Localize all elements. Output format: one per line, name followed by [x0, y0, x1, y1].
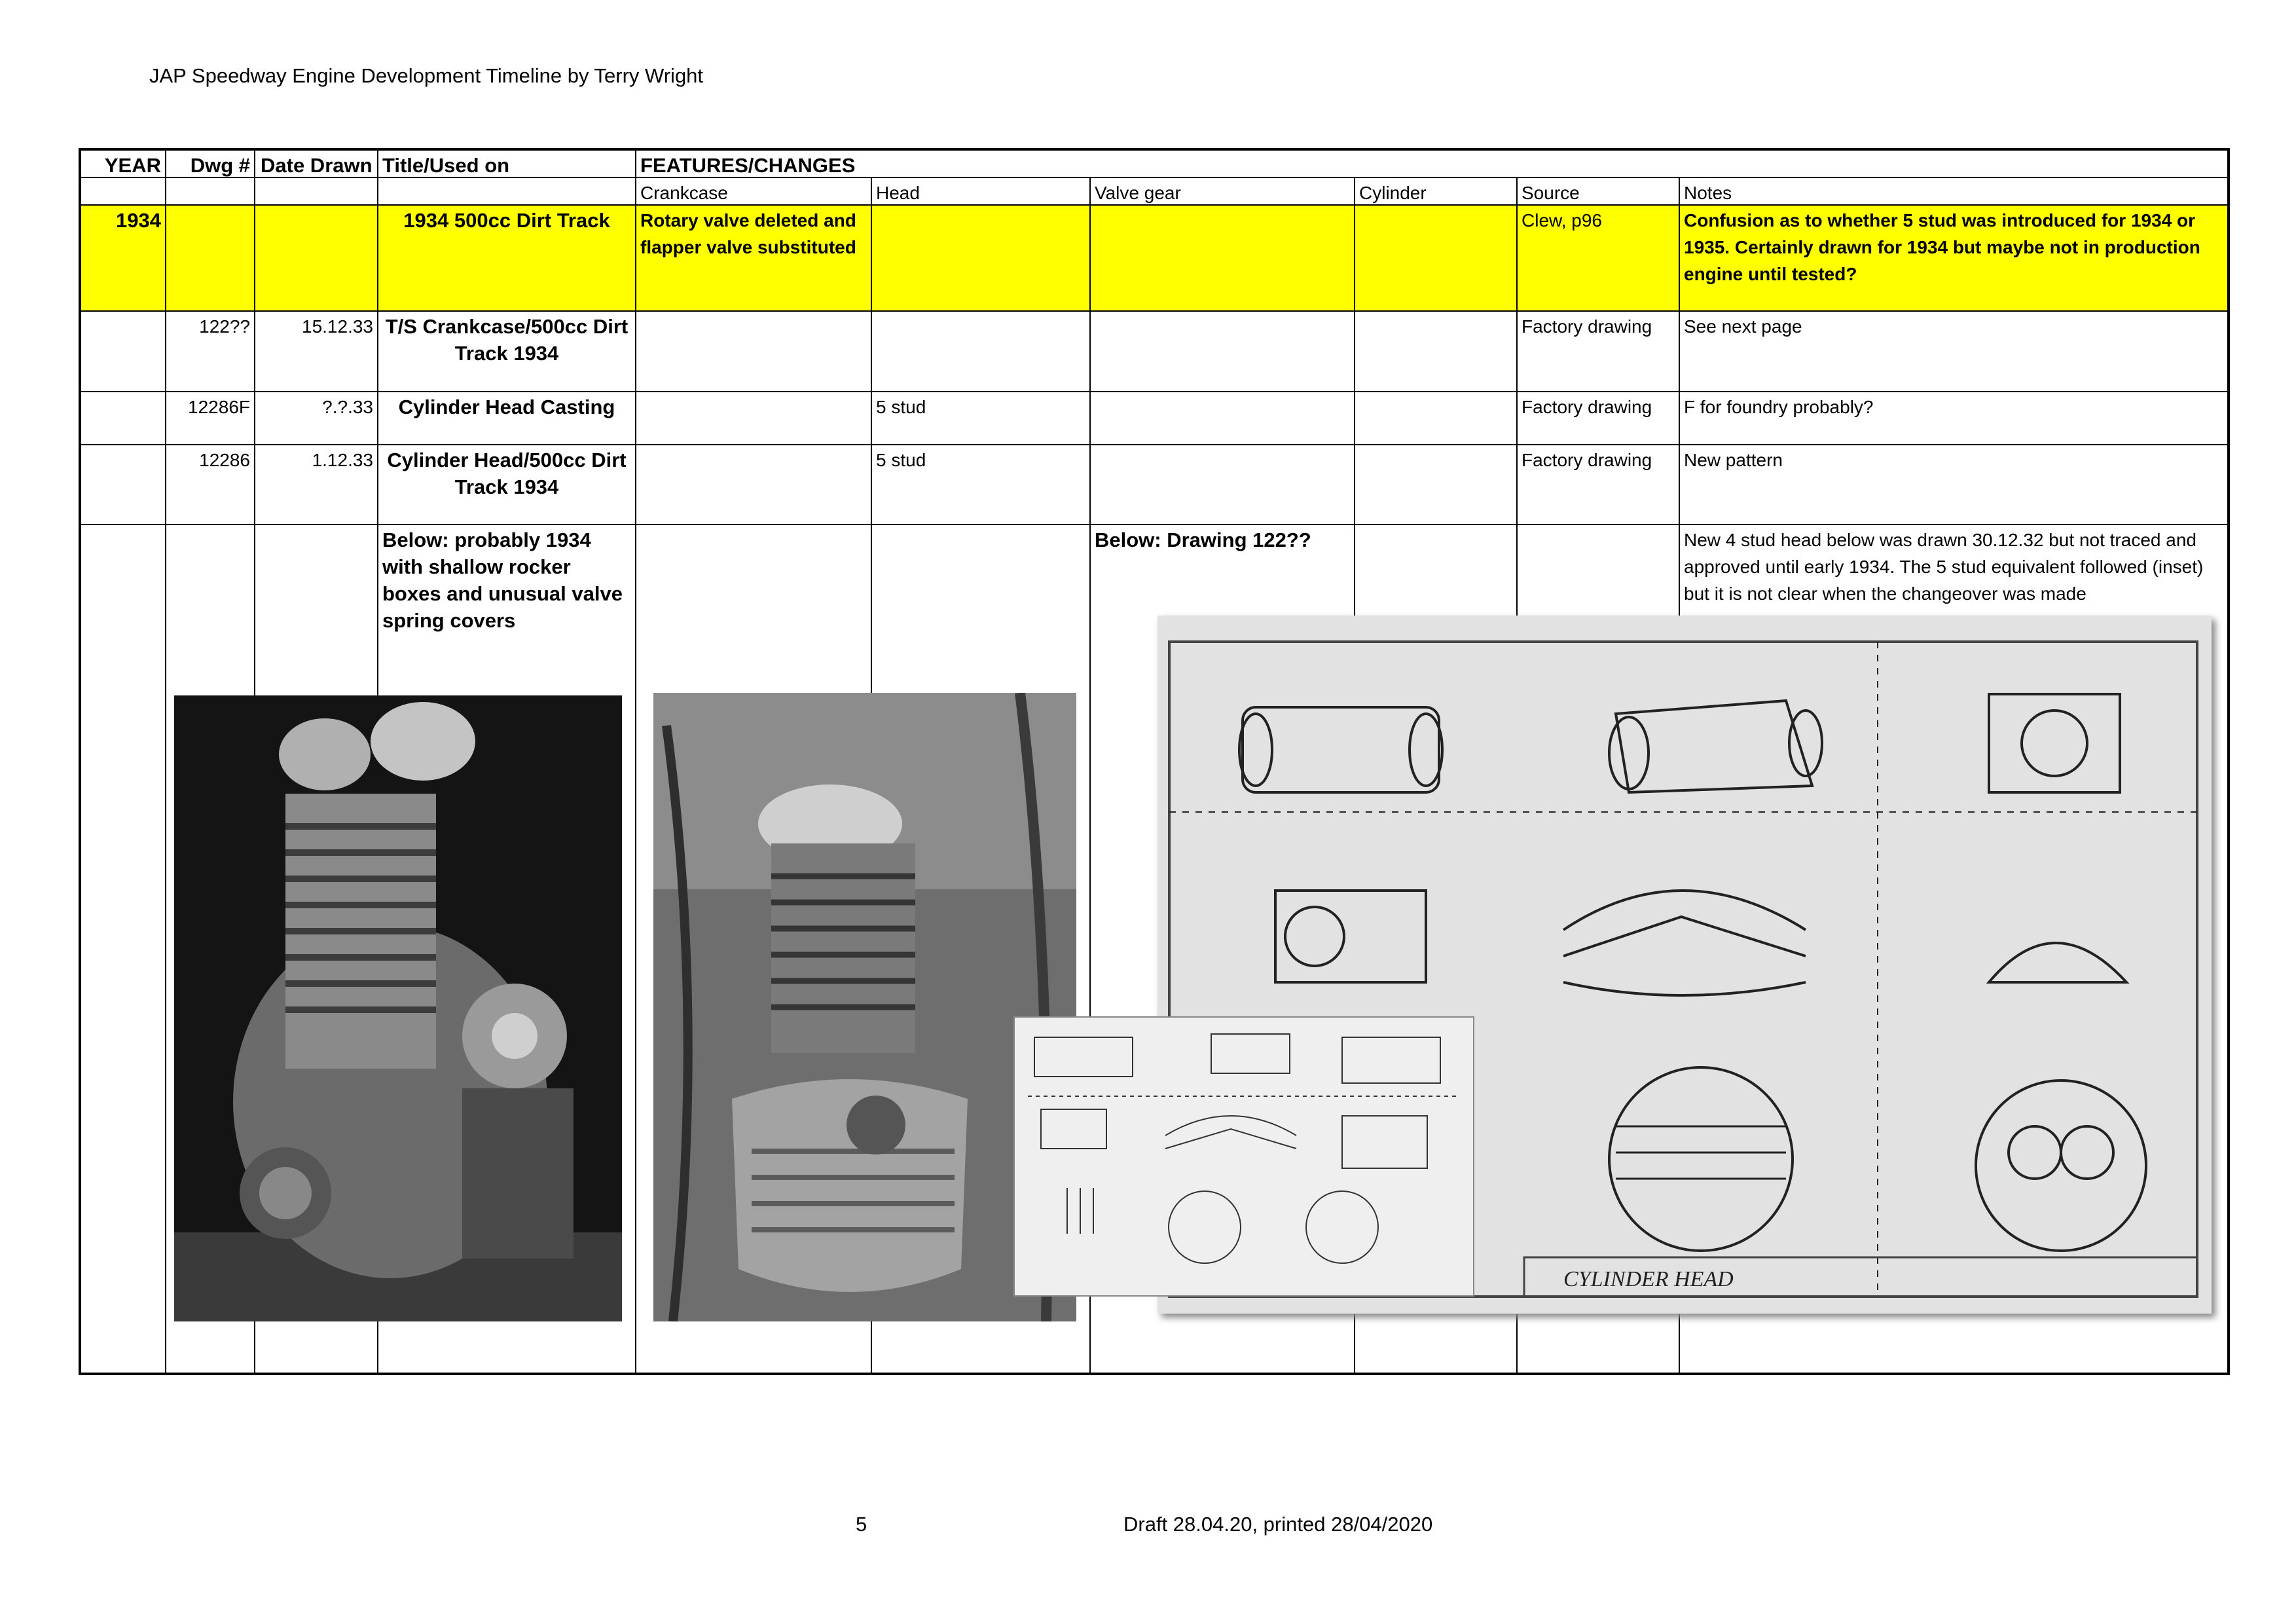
- row1-title: 1934 500cc Dirt Track: [403, 209, 610, 232]
- row4-notes: New pattern: [1684, 450, 1783, 470]
- col-year: YEAR: [104, 154, 161, 177]
- row4-dwg: 12286: [199, 450, 250, 470]
- col-cylinder: Cylinder: [1359, 183, 1427, 203]
- col-dwg: Dwg #: [190, 154, 250, 177]
- row3-title: Cylinder Head Casting: [398, 396, 615, 418]
- row5-notes: New 4 stud head below was drawn 30.12.32 but not traced and approved until early 1934. The 5 stud equivalent followed (inset) but it is not clear when the changeover was made: [1684, 530, 2204, 604]
- row4-title: Cylinder Head/500cc Dirt Track 1934: [387, 449, 627, 498]
- page-number: 5: [856, 1513, 867, 1536]
- row1-source: Clew, p96: [1522, 210, 1602, 231]
- row1-year: 1934: [116, 209, 161, 232]
- draft-footer: Draft 28.04.20, printed 28/04/2020: [1123, 1513, 1433, 1536]
- col-title: Title/Used on: [382, 154, 510, 177]
- col-head: Head: [876, 183, 920, 203]
- page-header: JAP Speedway Engine Development Timeline by Terry Wright: [149, 64, 704, 87]
- row3-notes: F for foundry probably?: [1684, 397, 1874, 417]
- row2-date: 15.12.33: [302, 316, 373, 337]
- col-notes: Notes: [1684, 183, 1732, 203]
- row1-notes: Confusion as to whether 5 stud was introduced for 1934 or 1935. Certainly drawn for 1934 but maybe not in production engine until tested?: [1684, 210, 2200, 284]
- row4-head: 5 stud: [876, 450, 926, 470]
- row4-date: 1.12.33: [312, 450, 373, 470]
- col-date: Date Drawn: [261, 154, 373, 177]
- engine-photo-left: [174, 695, 622, 1321]
- row2-dwg: 122??: [199, 316, 250, 337]
- row3-date: ?.?.33: [322, 397, 373, 417]
- row3-head: 5 stud: [876, 397, 926, 417]
- row4-source: Factory drawing: [1522, 450, 1652, 470]
- row2-title: T/S Crankcase/500cc Dirt Track 1934: [385, 315, 629, 365]
- drawing-caption: CYLINDER HEAD: [1563, 1267, 1734, 1291]
- inset-drawing-5-stud: [1013, 1016, 1474, 1297]
- col-valve-gear: Valve gear: [1095, 183, 1181, 203]
- row5-title: Below: probably 1934 with shallow rocker boxes and unusual valve spring covers: [382, 528, 623, 632]
- col-source: Source: [1522, 183, 1580, 203]
- row2-notes: See next page: [1684, 316, 1802, 337]
- row3-dwg: 12286F: [188, 397, 250, 417]
- row2-source: Factory drawing: [1522, 316, 1652, 337]
- row5-valve-gear: Below: Drawing 122??: [1095, 528, 1311, 551]
- col-crankcase: Crankcase: [640, 183, 728, 203]
- row3-source: Factory drawing: [1522, 397, 1652, 417]
- row1-crankcase: Rotary valve deleted and flapper valve substituted: [640, 210, 856, 257]
- col-features: FEATURES/CHANGES: [640, 154, 856, 177]
